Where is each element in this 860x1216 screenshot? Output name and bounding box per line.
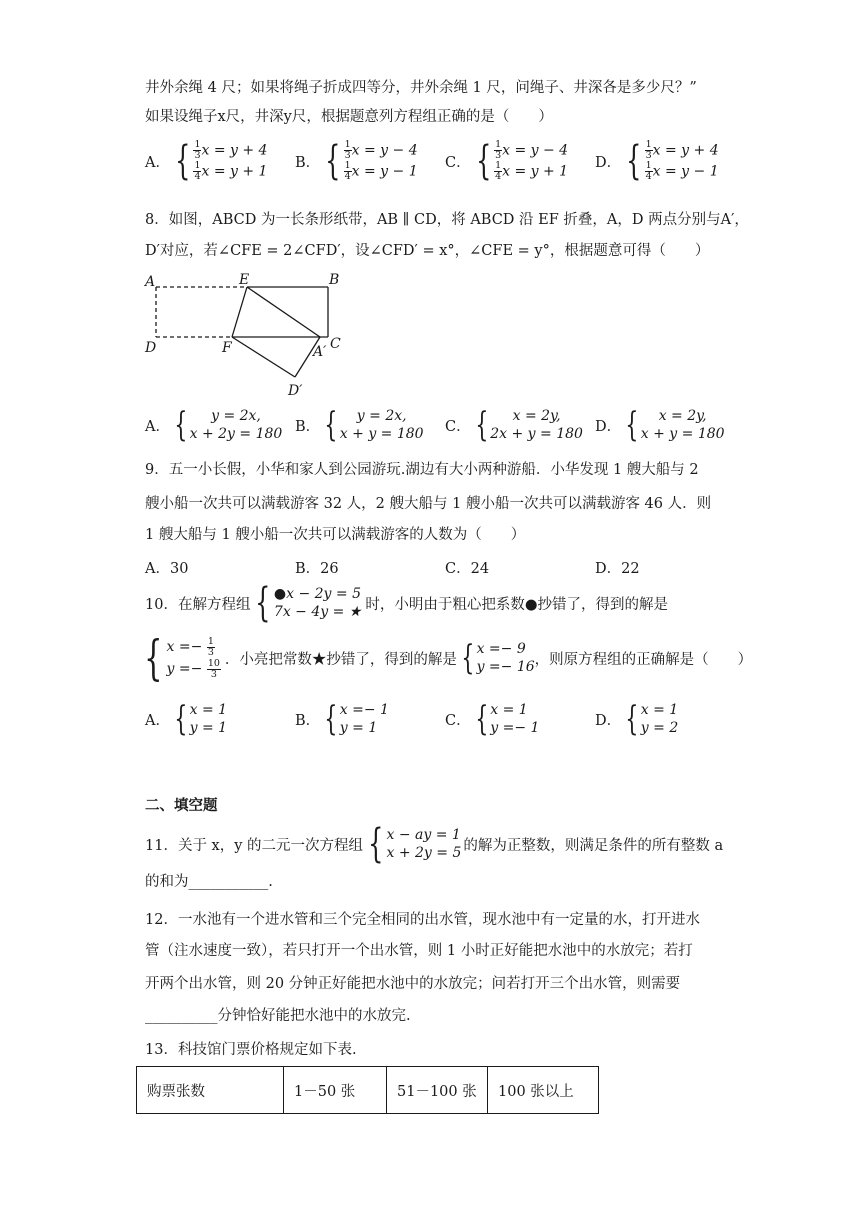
label-d-prime: D′ <box>288 383 303 399</box>
q9-option-d: D．22 <box>595 561 640 577</box>
label-c: C <box>330 336 341 352</box>
segment-ea <box>247 287 320 337</box>
q9-option-a: A．30 <box>145 561 189 577</box>
q8-option-a: A． { y = 2x, x + 2y = 180 <box>145 405 283 445</box>
q12-line2: 管（注水速度一致），若只打开一个出水管，则 1 小时正好能把水池中的水放完；若打 <box>145 943 693 959</box>
q7-option-c: C． { $\frac{1}{3}$ x = y − 4 $\frac{1}{4}$ x = y + 1 <box>445 138 569 184</box>
q10-option-b: B． { x =− 1 y = 1 <box>295 699 389 739</box>
table-cell: 100 张以上 <box>488 1067 599 1114</box>
q10-line1: 10．在解方程组 { ●x − 2y = 5 7x − 4y = ★ 时，小明由于粗心把系数●抄错了，得到的解是 <box>145 580 668 626</box>
q8-option-c: C． { x = 2y, 2x + y = 180 <box>445 405 583 445</box>
label-f: F <box>222 340 232 356</box>
q7-line2: 如果设绳子x尺，井深y尺，根据题意列方程组正确的是（ ） <box>145 109 553 125</box>
q13-line1: 13．科技馆门票价格规定如下表. <box>145 1042 357 1058</box>
q12-line3: 开两个出水管，则 20 分钟正好能把水池中的水放完；问若打开三个出水管，则需要 <box>145 976 681 992</box>
q8-figure <box>140 270 360 405</box>
section-title: 二、填空题 <box>145 797 218 814</box>
q12-line1: 12．一水池有一个进水管和三个完全相同的出水管，现水池中有一定量的水，打开进水 <box>145 912 700 928</box>
label-a-prime: A′ <box>313 344 327 360</box>
q8-option-b: B． { y = 2x, x + y = 180 <box>295 405 424 445</box>
q12-line4: __________分钟恰好能把水池中的水放完. <box>145 1008 411 1024</box>
q9-option-b: B．26 <box>295 561 339 577</box>
segment-ef <box>232 287 247 337</box>
q7-option-b: B． { $\frac{1}{3}$ x = y − 4 $\frac{1}{4}$ x = y − 1 <box>295 138 418 184</box>
q11-line1: 11．关于 x，y 的二元一次方程组 { x − ay = 1 x + 2y = 5 的解为正整数，则满足条件的所有整数 a <box>145 821 724 867</box>
ticket-price-table <box>136 1066 599 1114</box>
label-d: D <box>145 340 157 356</box>
q8-option-d: D． { x = 2y, x + y = 180 <box>595 405 725 445</box>
q11-line2: 的和为___________. <box>145 874 273 890</box>
q10-option-c: C． { x = 1 y =− 1 <box>445 699 540 739</box>
q8-line2: D′对应，若∠CFE = 2∠CFD′，设∠CFD′ = x°，∠CFE = y°，根据题意可得（ ） <box>145 243 710 259</box>
q8-line1: 8．如图，ABCD 为一长条形纸带，AB ∥ CD，将 ABCD 沿 EF 折叠，A，D 两点分别与A′， <box>145 212 749 228</box>
q9-line2: 艘小船一次共可以满载游客 32 人，2 艘大船与 1 艘小船一次共可以满载游客 46 人．则 <box>145 496 712 512</box>
q9-line3: 1 艘大船与 1 艘小船一次共可以满载游客的人数为（ ） <box>145 527 526 543</box>
label-e: E <box>239 272 250 288</box>
q7-option-d: D． { $\frac{1}{3}$ x = y + 4 $\frac{1}{4}$ x = y − 1 <box>595 138 719 184</box>
q10-option-d: D． { x = 1 y = 2 <box>595 699 679 739</box>
q9-option-c: C．24 <box>445 561 490 577</box>
label-b: B <box>329 272 340 288</box>
q10-option-a: A． { x = 1 y = 1 <box>145 699 228 739</box>
q7-option-a: A． { $\frac{1}{3}$ x = y + 4 $\frac{1}{4}$ x = y + 1 <box>145 138 268 184</box>
table-cell: 1－50 张 <box>284 1067 387 1114</box>
option-label: A． <box>145 154 170 171</box>
q10-line2: { x =− $\frac{1}{3}$ y =− $\frac{10}{3}$ ．小亮把常数★抄错了，得到的解是 { x =− 9 y =− 16 ，则原方程组的正确解是（ ） <box>144 630 753 686</box>
segment-fd <box>232 337 295 377</box>
table-row <box>137 1067 599 1114</box>
label-a: A <box>145 274 156 290</box>
q9-line1: 9．五一小长假，小华和家人到公园游玩.湖边有大小两种游船．小华发现 1 艘大船与 2 <box>145 462 699 478</box>
table-cell: 购票张数 <box>137 1067 284 1114</box>
table-cell: 51－100 张 <box>387 1067 488 1114</box>
q7-line1: 井外余绳 4 尺；如果将绳子折成四等分，井外余绳 1 尺，问绳子、井深各是多少尺？” <box>145 80 697 96</box>
